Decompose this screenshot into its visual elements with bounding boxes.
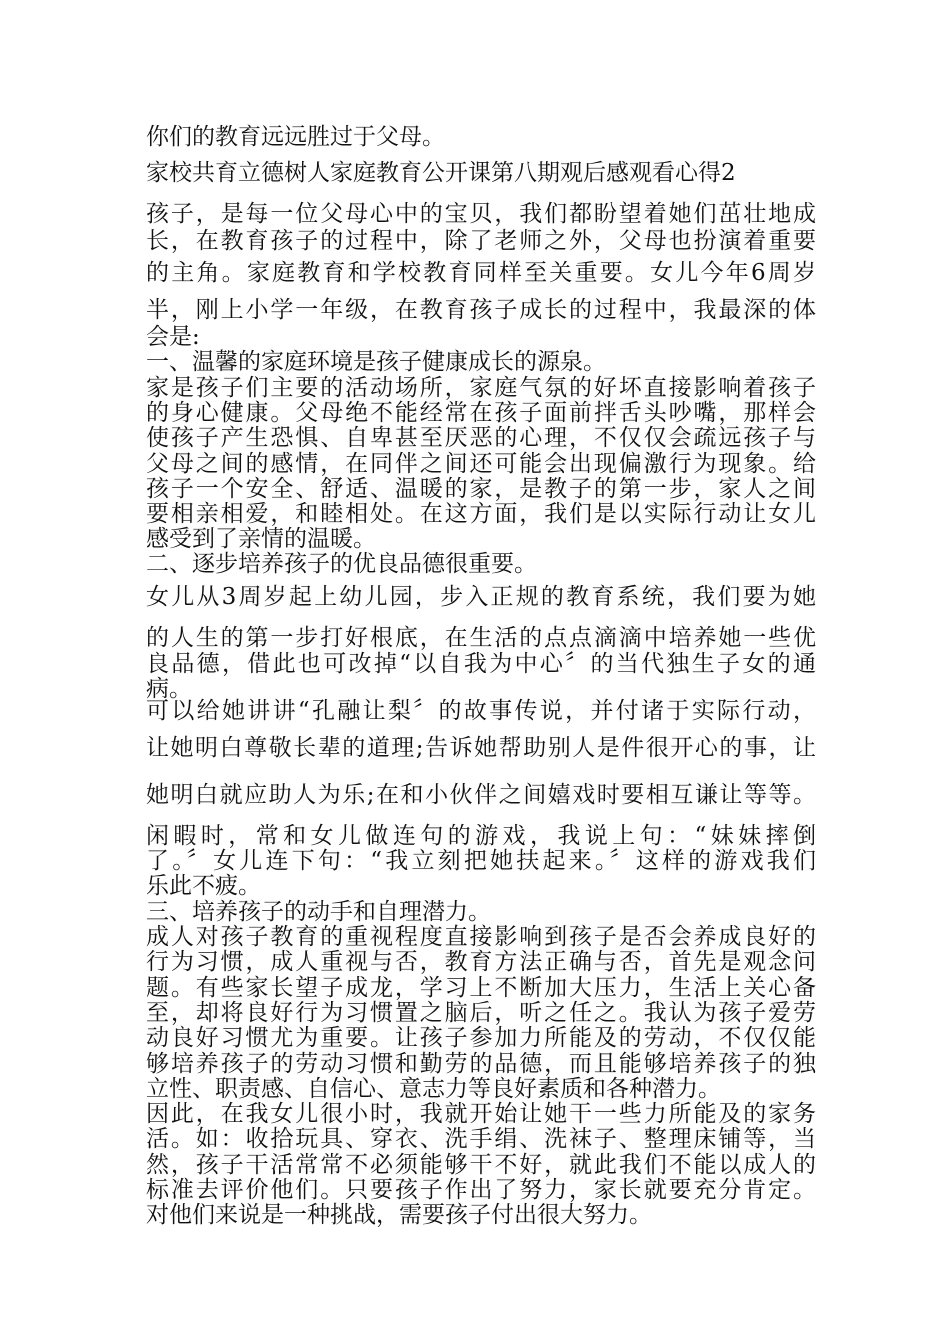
section-heading: 二、逐步培养孩子的优良品德很重要。 (146, 551, 537, 577)
text-line: 半，刚上小学一年级，在教育孩子成长的过程中，我最深的体 (146, 297, 816, 323)
text-line: 让她明白尊敬长辈的道理;告诉她帮助别人是件很开心的事，让 (146, 735, 816, 761)
text-line: 可以给她讲讲“孔融让梨〞的故事传说，并付诸于实际行动， (146, 698, 816, 724)
text-line: 活。如：收拾玩具、穿衣、洗手绢、洗袜子、整理床铺等，当 (146, 1126, 816, 1152)
text-line: 标准去评价他们。只要孩子作出了努力，家长就要充分肯定。 (146, 1177, 816, 1203)
text-line: 要相亲相爱，和睦相处。在这方面，我们是以实际行动让女儿 (146, 501, 816, 527)
text-line: 行为习惯，成人重视与否，教育方法正确与否，首先是观念问 (146, 949, 816, 975)
text-line: 的身心健康。父母绝不能经常在孩子面前拌舌头吵嘴，那样会 (146, 400, 816, 426)
article-title: 家校共育立德树人家庭教育公开课第八期观后感观看心得2 (146, 160, 736, 186)
text-line: 了。〞女儿连下句：“我立刻把她扶起来。〞这样的游戏我们 (146, 848, 816, 874)
section-heading: 三、培养孩子的动手和自理潜力。 (146, 899, 491, 925)
text-line: 父母之间的感情，在同伴之间还可能会出现偏激行为现象。给 (146, 451, 816, 477)
text-line: 至，却将良好行为习惯置之脑后，听之任之。我认为孩子爱劳 (146, 1000, 816, 1026)
text-line: 感受到了亲情的温暖。 (146, 526, 376, 552)
text-line: 她明白就应助人为乐;在和小伙伴之间嬉戏时要相互谦让等等。 (146, 782, 816, 808)
text-line: 病。 (146, 676, 192, 702)
text-line: 动良好习惯尤为重要。让孩子参加力所能及的劳动，不仅仅能 (146, 1025, 816, 1051)
text-line: 家是孩子们主要的活动场所，家庭气氛的好坏直接影响着孩子 (146, 375, 816, 401)
text-line: 成人对孩子教育的重视程度直接影响到孩子是否会养成良好的 (146, 924, 816, 950)
text-line: 闲暇时，常和女儿做连句的游戏，我说上句：“妹妹摔倒 (146, 823, 816, 849)
text-line: 女儿从3周岁起上幼儿园，步入正规的教育系统，我们要为她 (146, 584, 816, 610)
text-line: 良品德，借此也可改掉“以自我为中心〞的当代独生子女的通 (146, 651, 816, 677)
text-line: 你们的教育远远胜过于父母。 (146, 124, 445, 150)
text-line: 对他们来说是一种挑战，需要孩子付出很大努力。 (146, 1202, 652, 1228)
text-line: 使孩子产生恐惧、自卑甚至厌恶的心理，不仅仅会疏远孩子与 (146, 425, 816, 451)
text-line: 的人生的第一步打好根底，在生活的点点滴滴中培养她一些优 (146, 625, 816, 651)
text-line: 长，在教育孩子的过程中，除了老师之外，父母也扮演着重要 (146, 228, 816, 254)
text-line: 会是: (146, 324, 200, 350)
text-line: 题。有些家长望子成龙，学习上不断加大压力，生活上关心备 (146, 975, 816, 1001)
text-line: 孩子一个安全、舒适、温暖的家，是教子的第一步，家人之间 (146, 476, 816, 502)
text-line: 立性、职责感、自信心、意志力等良好素质和各种潜力。 (146, 1076, 721, 1102)
text-line: 孩子，是每一位父母心中的宝贝，我们都盼望着她们茁壮地成 (146, 201, 816, 227)
text-line: 然，孩子干活常常不必须能够干不好，就此我们不能以成人的 (146, 1152, 816, 1178)
text-line: 乐此不疲。 (146, 873, 261, 899)
text-line: 够培养孩子的劳动习惯和勤劳的品德，而且能够培养孩子的独 (146, 1051, 816, 1077)
text-line: 的主角。家庭教育和学校教育同样至关重要。女儿今年6周岁 (146, 260, 816, 286)
section-heading: 一、温馨的家庭环境是孩子健康成长的源泉。 (146, 349, 606, 375)
text-line: 因此，在我女儿很小时，我就开始让她干一些力所能及的家务 (146, 1101, 816, 1127)
